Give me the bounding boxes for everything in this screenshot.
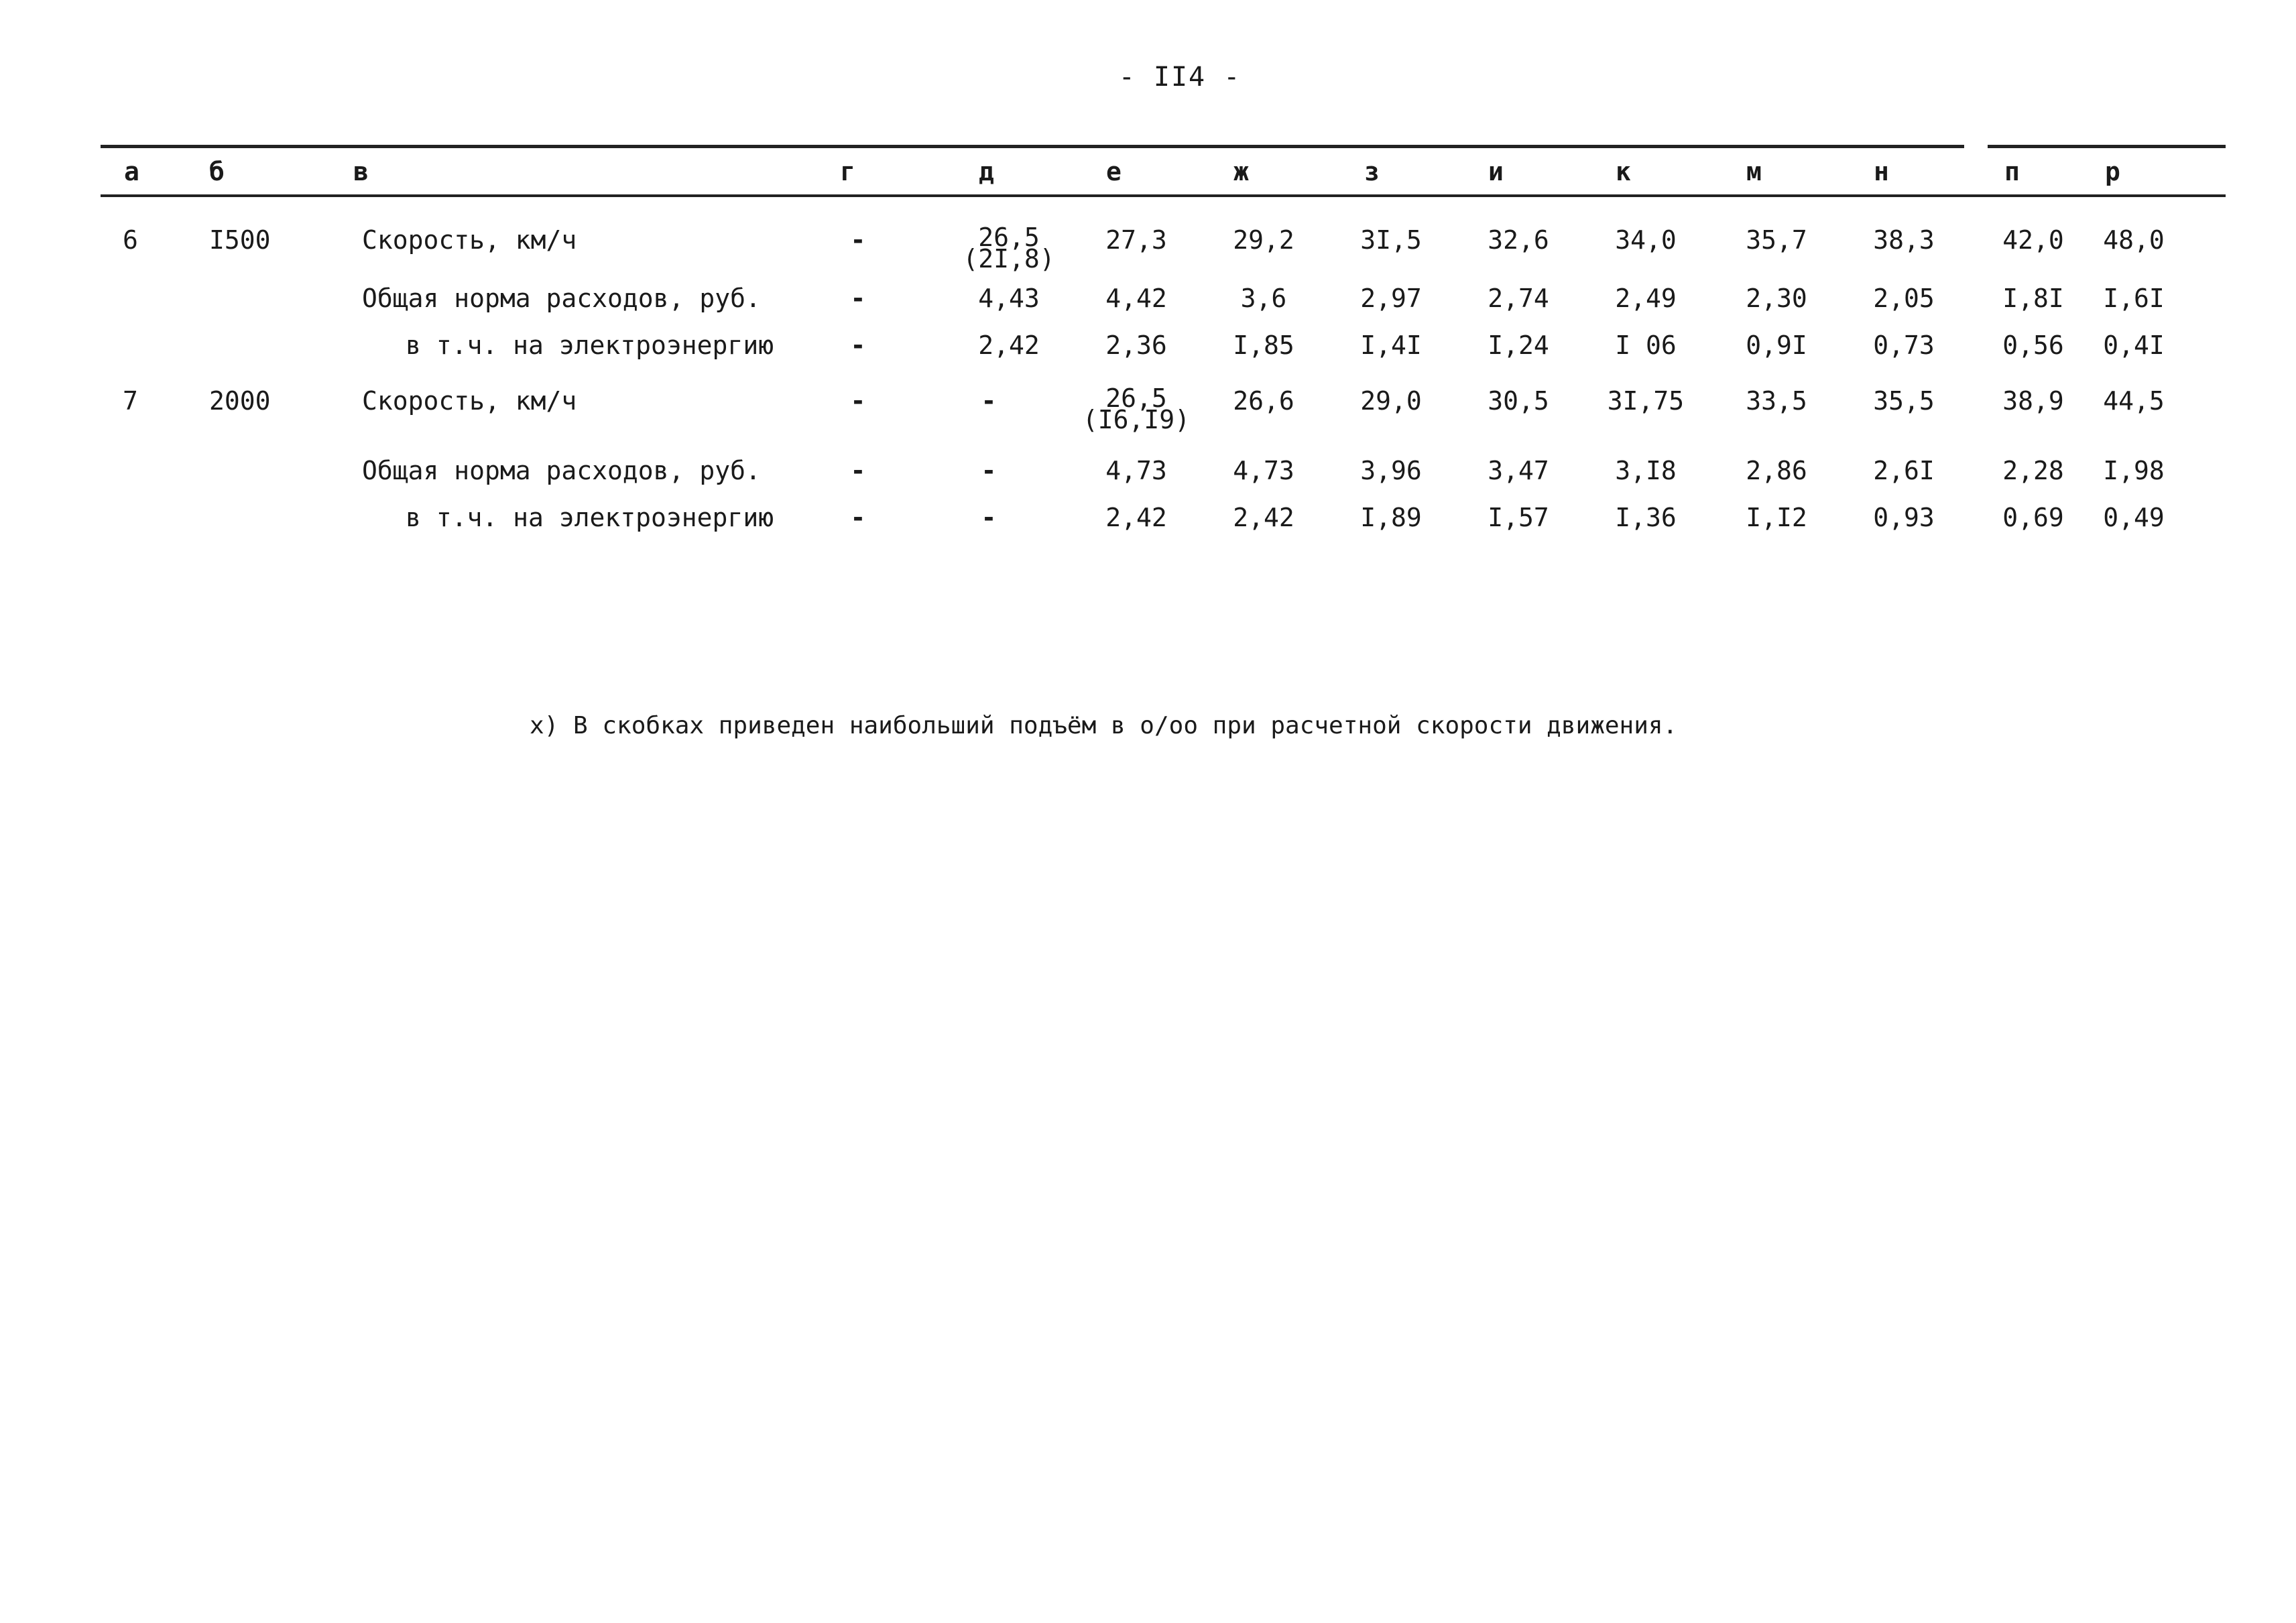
cell-zh: I,85 [1233, 330, 1294, 360]
cell-p: 42,0 [2002, 225, 2064, 255]
column-header-a: а [124, 157, 139, 186]
table-header-rule [101, 194, 2226, 197]
group-6-a: 6 [123, 225, 138, 255]
row-label: Скорость, км/ч [362, 225, 577, 255]
cell-e: 4,42 [1105, 284, 1167, 313]
cell-p: I,8I [2002, 284, 2064, 313]
cell-g: - [850, 225, 866, 255]
cell-k: 3,I8 [1615, 456, 1677, 485]
cell-r: 44,5 [2103, 386, 2165, 416]
cell-i: 30,5 [1488, 386, 1549, 416]
cell-p: 0,56 [2002, 330, 2064, 360]
cell-i: 32,6 [1488, 225, 1549, 255]
cell-zh: 26,6 [1233, 386, 1294, 416]
cell-m: 0,9I [1746, 330, 1807, 360]
cell-d: 4,43 [978, 284, 1040, 313]
cell-zh: 2,42 [1233, 503, 1294, 532]
column-header-zh: ж [1233, 157, 1249, 186]
cell-e: 2,42 [1105, 503, 1167, 532]
cell-p: 0,69 [2002, 503, 2064, 532]
column-header-p: п [2004, 157, 2020, 186]
column-header-k: к [1616, 157, 1631, 186]
cell-n: 35,5 [1873, 386, 1935, 416]
footnote: х) В скобках приведен наибольший подъём в о/оо при расчетной скорости движения. [530, 712, 1678, 739]
cell-z: 3,96 [1360, 456, 1422, 485]
column-header-z: з [1364, 157, 1380, 186]
cell-zh: 3,6 [1240, 284, 1287, 313]
cell-g: - [850, 456, 866, 485]
cell-p: 38,9 [2002, 386, 2064, 416]
cell-i: 3,47 [1488, 456, 1549, 485]
cell-r: 0,4I [2103, 330, 2165, 360]
cell-k: 3I,75 [1607, 386, 1685, 416]
row-label: в т.ч. на электроэнергию [406, 503, 774, 532]
table-top-rule [101, 145, 1964, 148]
cell-r: 0,49 [2103, 503, 2165, 532]
cell-d: 26,5 (2I,8) [963, 223, 1055, 274]
cell-k: 34,0 [1615, 225, 1677, 255]
cell-g: - [850, 386, 866, 416]
cell-m: I,I2 [1746, 503, 1807, 532]
row-label: Скорость, км/ч [362, 386, 577, 416]
cell-z: 3I,5 [1360, 225, 1422, 255]
cell-g: - [850, 503, 866, 532]
cell-k: 2,49 [1615, 284, 1677, 313]
column-header-m: м [1746, 157, 1762, 186]
cell-e: 4,73 [1105, 456, 1167, 485]
group-7-b: 2000 [209, 386, 271, 416]
cell-n: 2,05 [1873, 284, 1935, 313]
cell-r: 48,0 [2103, 225, 2165, 255]
column-header-i: и [1488, 157, 1504, 186]
cell-z: 2,97 [1360, 284, 1422, 313]
row-label: Общая норма расходов, руб. [362, 284, 761, 313]
cell-z: I,4I [1360, 330, 1422, 360]
cell-g: - [850, 330, 866, 360]
cell-m: 35,7 [1746, 225, 1807, 255]
cell-n: 0,73 [1873, 330, 1935, 360]
column-header-r: р [2105, 157, 2120, 186]
cell-i: I,57 [1488, 503, 1549, 532]
cell-z: 29,0 [1360, 386, 1422, 416]
cell-k: I,36 [1615, 503, 1677, 532]
row-label: в т.ч. на электроэнергию [406, 330, 774, 360]
cell-d: - [981, 386, 997, 416]
row-label: Общая норма расходов, руб. [362, 456, 761, 485]
column-header-g: г [840, 157, 855, 186]
column-header-b: б [209, 157, 225, 186]
cell-i: I,24 [1488, 330, 1549, 360]
cell-e: 2,36 [1105, 330, 1167, 360]
cell-e: 27,3 [1105, 225, 1167, 255]
table-top-rule-right [1988, 145, 2226, 148]
cell-m: 2,86 [1746, 456, 1807, 485]
cell-z: I,89 [1360, 503, 1422, 532]
column-header-d: д [979, 157, 994, 186]
column-header-v: в [353, 157, 369, 186]
cell-r: I,98 [2103, 456, 2165, 485]
cell-zh: 4,73 [1233, 456, 1294, 485]
cell-p: 2,28 [2002, 456, 2064, 485]
cell-g: - [850, 284, 866, 313]
cell-e: 26,5 (I6,I9) [1082, 383, 1191, 434]
cell-n: 38,3 [1873, 225, 1935, 255]
cell-d: 2,42 [978, 330, 1040, 360]
cell-m: 33,5 [1746, 386, 1807, 416]
group-6-b: I500 [209, 225, 271, 255]
cell-n: 0,93 [1873, 503, 1935, 532]
column-header-e: е [1106, 157, 1122, 186]
group-7-a: 7 [123, 386, 138, 416]
cell-d: - [981, 503, 997, 532]
cell-i: 2,74 [1488, 284, 1549, 313]
page-number: - II4 - [1118, 62, 1242, 93]
column-header-n: н [1874, 157, 1889, 186]
cell-n: 2,6I [1873, 456, 1935, 485]
cell-k: I 06 [1615, 330, 1677, 360]
cell-zh: 29,2 [1233, 225, 1294, 255]
cell-m: 2,30 [1746, 284, 1807, 313]
cell-d: - [981, 456, 997, 485]
cell-r: I,6I [2103, 284, 2165, 313]
